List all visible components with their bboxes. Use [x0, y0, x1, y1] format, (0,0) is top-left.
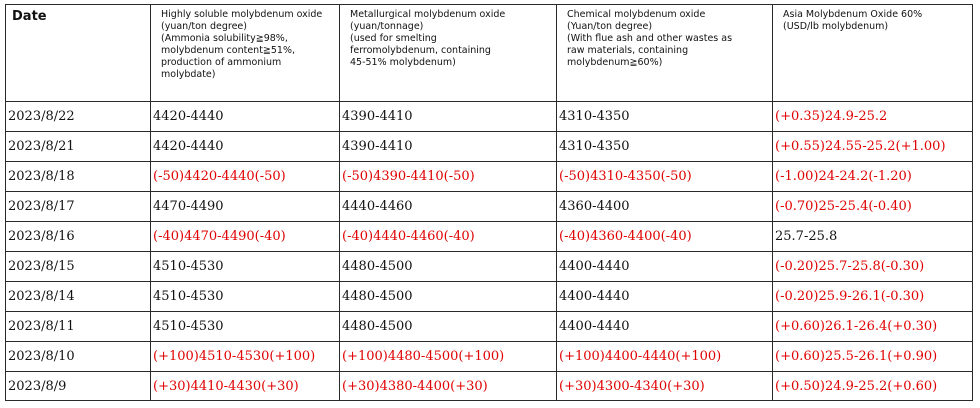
cell-highly-soluble: 4510-4530 [151, 282, 340, 312]
header-line: ferromolybdenum, containing [350, 45, 491, 56]
header-line: molybdate) [161, 69, 216, 80]
cell-asia: 25.7-25.8 [773, 222, 973, 252]
cell-metallurgical: (+100)4480-4500(+100) [340, 342, 557, 372]
header-line: production of ammonium [161, 57, 282, 68]
cell-asia: (-0.20)25.9-26.1(-0.30) [773, 282, 973, 312]
header-line: 45-51% molybdenum) [350, 57, 456, 68]
cell-date: 2023/8/16 [6, 222, 151, 252]
cell-metallurgical: 4390-4410 [340, 132, 557, 162]
cell-date: 2023/8/9 [6, 372, 151, 401]
header-line: raw materials, containing [567, 45, 689, 56]
cell-chemical: (+30)4300-4340(+30) [557, 372, 773, 401]
cell-chemical: 4400-4440 [557, 312, 773, 342]
table-row [6, 372, 973, 401]
cell-chemical: 4360-4400 [557, 192, 773, 222]
header-line: (With flue ash and other wastes as [567, 33, 733, 44]
header-line: Metallurgical molybdenum oxide [350, 9, 506, 20]
cell-highly-soluble: (+100)4510-4530(+100) [151, 342, 340, 372]
cell-highly-soluble: 4470-4490 [151, 192, 340, 222]
header-line: (Ammonia solubility≧98%, [161, 33, 288, 44]
cell-date: 2023/8/15 [6, 252, 151, 282]
table-row [6, 132, 973, 162]
table-row [6, 222, 973, 252]
header-highly-soluble-molybdenum-oxide [151, 5, 340, 102]
cell-metallurgical: 4480-4500 [340, 282, 557, 312]
header-asia-molybdenum-oxide [773, 5, 973, 102]
table-row [6, 282, 973, 312]
cell-metallurgical: (-40)4440-4460(-40) [340, 222, 557, 252]
cell-date: 2023/8/18 [6, 162, 151, 192]
header-row [6, 5, 973, 102]
cell-highly-soluble: (+30)4410-4430(+30) [151, 372, 340, 401]
header-line: (yuan/tonnage) [350, 21, 424, 32]
cell-chemical: (-40)4360-4400(-40) [557, 222, 773, 252]
cell-asia: (+0.55)24.55-25.2(+1.00) [773, 132, 973, 162]
cell-asia: (+0.35)24.9-25.2 [773, 102, 973, 132]
molybdenum-price-table [5, 4, 973, 401]
header-line: (USD/lb molybdenum) [783, 21, 889, 32]
cell-date: 2023/8/10 [6, 342, 151, 372]
cell-metallurgical: (+30)4380-4400(+30) [340, 372, 557, 401]
table-row [6, 312, 973, 342]
table-row [6, 252, 973, 282]
cell-date: 2023/8/14 [6, 282, 151, 312]
table-row [6, 102, 973, 132]
cell-highly-soluble: 4420-4440 [151, 132, 340, 162]
header-metallurgical-molybdenum-oxide [340, 5, 557, 102]
cell-date: 2023/8/11 [6, 312, 151, 342]
header-line: (yuan/ton degree) [161, 21, 247, 32]
cell-date: 2023/8/21 [6, 132, 151, 162]
cell-date: 2023/8/17 [6, 192, 151, 222]
cell-chemical: 4400-4440 [557, 252, 773, 282]
cell-metallurgical: (-50)4390-4410(-50) [340, 162, 557, 192]
header-line: Asia Molybdenum Oxide 60% [783, 9, 923, 20]
cell-asia: (+0.60)25.5-26.1(+0.90) [773, 342, 973, 372]
cell-highly-soluble: 4510-4530 [151, 252, 340, 282]
header-date: Date [6, 5, 151, 102]
cell-chemical: (-50)4310-4350(-50) [557, 162, 773, 192]
cell-metallurgical: 4440-4460 [340, 192, 557, 222]
cell-metallurgical: 4480-4500 [340, 252, 557, 282]
table-row [6, 192, 973, 222]
header-line: molybdenum content≧51%, [161, 45, 296, 56]
cell-asia: (+0.60)26.1-26.4(+0.30) [773, 312, 973, 342]
header-line: molybdenum≧60%) [567, 57, 663, 68]
cell-asia: (-1.00)24-24.2(-1.20) [773, 162, 973, 192]
cell-asia: (-0.70)25-25.4(-0.40) [773, 192, 973, 222]
cell-highly-soluble: (-50)4420-4440(-50) [151, 162, 340, 192]
cell-metallurgical: 4480-4500 [340, 312, 557, 342]
cell-chemical: 4310-4350 [557, 102, 773, 132]
header-line: (Yuan/ton degree) [567, 21, 653, 32]
header-line: (used for smelting [350, 33, 437, 44]
table-row [6, 342, 973, 372]
cell-date: 2023/8/22 [6, 102, 151, 132]
cell-chemical: (+100)4400-4440(+100) [557, 342, 773, 372]
header-line: Chemical molybdenum oxide [567, 9, 706, 20]
cell-highly-soluble: 4510-4530 [151, 312, 340, 342]
cell-chemical: 4400-4440 [557, 282, 773, 312]
cell-asia: (+0.50)24.9-25.2(+0.60) [773, 372, 973, 401]
cell-metallurgical: 4390-4410 [340, 102, 557, 132]
header-chemical-molybdenum-oxide [557, 5, 773, 102]
cell-asia: (-0.20)25.7-25.8(-0.30) [773, 252, 973, 282]
cell-highly-soluble: 4420-4440 [151, 102, 340, 132]
table-row [6, 162, 973, 192]
cell-highly-soluble: (-40)4470-4490(-40) [151, 222, 340, 252]
cell-chemical: 4310-4350 [557, 132, 773, 162]
header-line: Highly soluble molybdenum oxide [161, 9, 323, 20]
